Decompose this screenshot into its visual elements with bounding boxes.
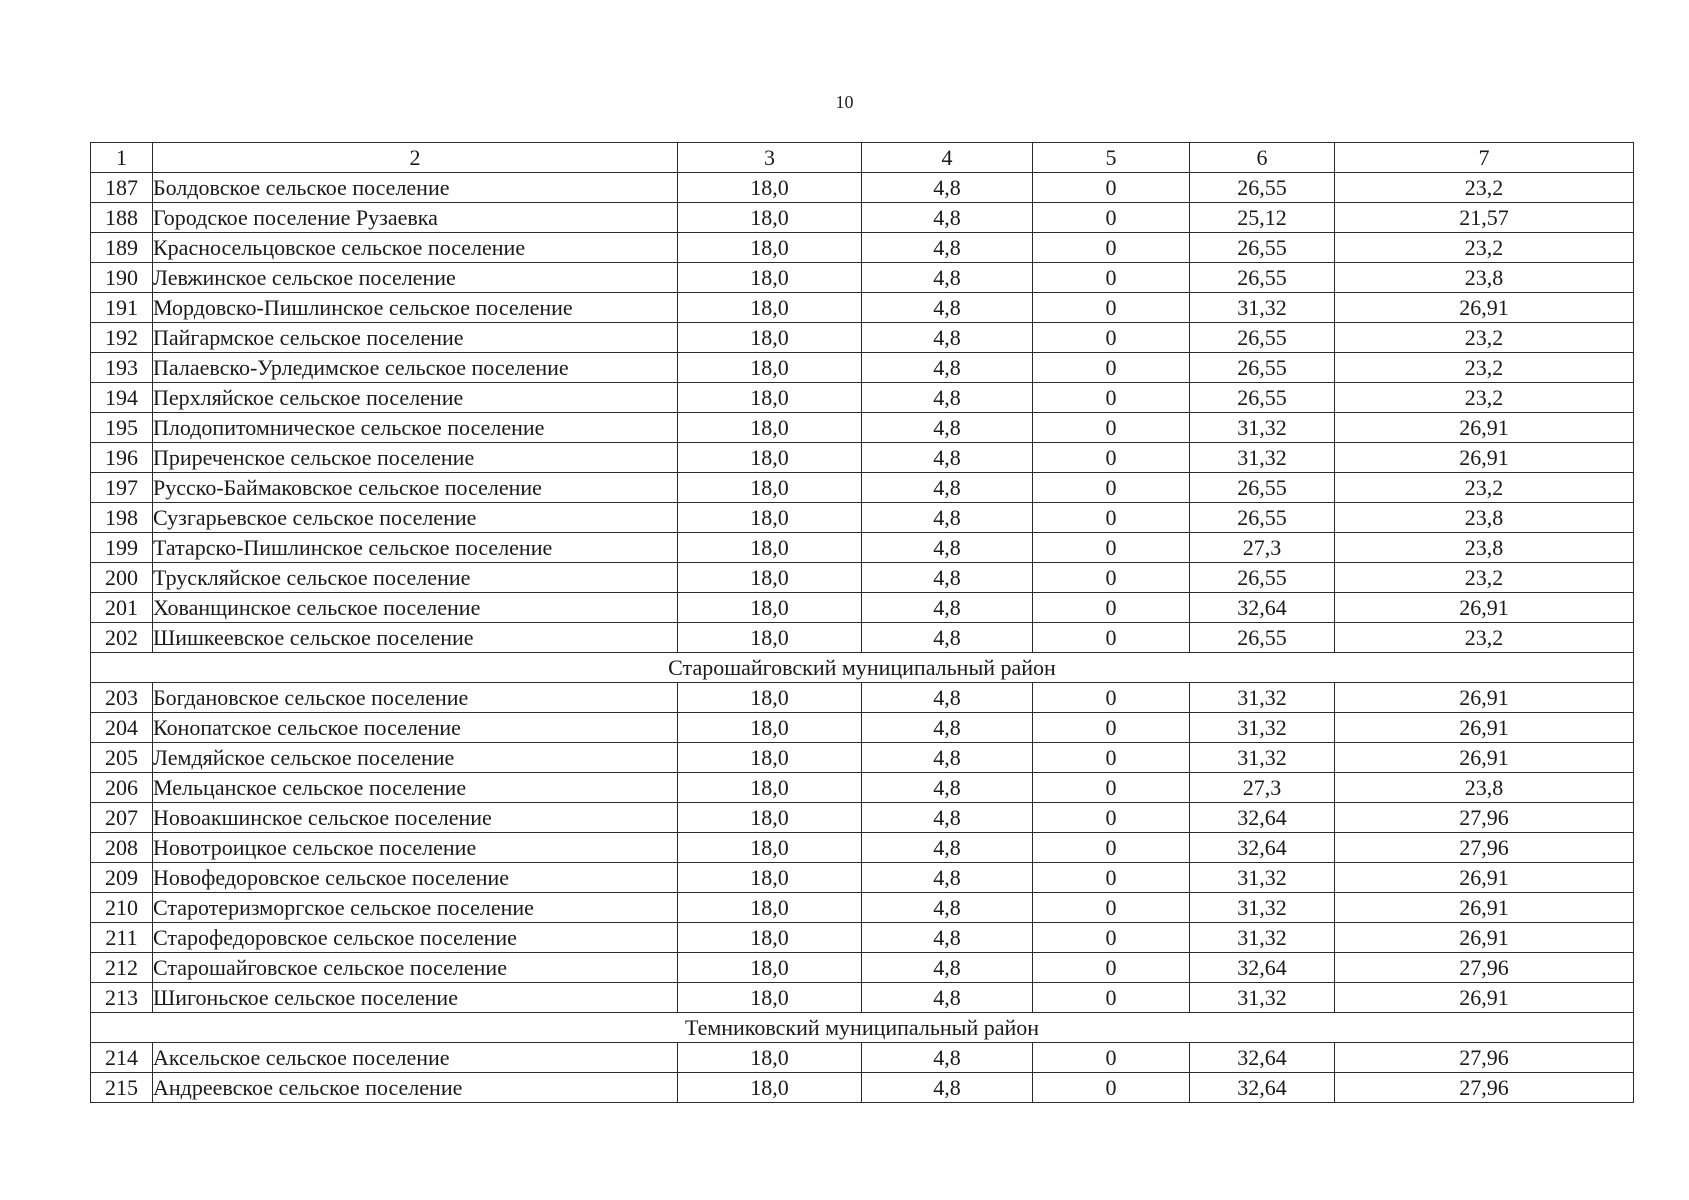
- row-number-cell: 201: [91, 593, 153, 623]
- col6-value-cell: 26,55: [1190, 233, 1335, 263]
- col4-value-cell: 4,8: [862, 323, 1033, 353]
- row-number-cell: 188: [91, 203, 153, 233]
- row-number-cell: 205: [91, 743, 153, 773]
- col7-value-cell: 26,91: [1335, 863, 1634, 893]
- row-number-cell: 206: [91, 773, 153, 803]
- col5-value-cell: 0: [1033, 533, 1190, 563]
- col6-value-cell: 31,32: [1190, 413, 1335, 443]
- row-number-cell: 196: [91, 443, 153, 473]
- table-body: [91, 143, 1634, 1103]
- col6-value-cell: 26,55: [1190, 263, 1335, 293]
- table-row: [91, 743, 1634, 773]
- col4-value-cell: 4,8: [862, 833, 1033, 863]
- table-row: [91, 173, 1634, 203]
- col6-value-cell: 32,64: [1190, 1073, 1335, 1103]
- col7-value-cell: 27,96: [1335, 833, 1634, 863]
- data-table: [90, 142, 1634, 1103]
- col3-value-cell: 18,0: [678, 503, 862, 533]
- col3-value-cell: 18,0: [678, 203, 862, 233]
- settlement-name-cell: Новотроицкое сельское поселение: [153, 833, 678, 863]
- col5-value-cell: 0: [1033, 443, 1190, 473]
- col6-value-cell: 31,32: [1190, 683, 1335, 713]
- col5-value-cell: 0: [1033, 893, 1190, 923]
- col7-value-cell: 26,91: [1335, 923, 1634, 953]
- row-number-cell: 215: [91, 1073, 153, 1103]
- row-number-cell: 204: [91, 713, 153, 743]
- col5-value-cell: 0: [1033, 863, 1190, 893]
- col5-value-cell: 0: [1033, 503, 1190, 533]
- col6-value-cell: 31,32: [1190, 713, 1335, 743]
- row-number-cell: 213: [91, 983, 153, 1013]
- district-heading-row: [91, 1013, 1634, 1043]
- col3-value-cell: 18,0: [678, 863, 862, 893]
- col6-value-cell: 31,32: [1190, 293, 1335, 323]
- col7-value-cell: 26,91: [1335, 983, 1634, 1013]
- col7-value-cell: 26,91: [1335, 593, 1634, 623]
- row-number-cell: 211: [91, 923, 153, 953]
- col7-value-cell: 23,2: [1335, 323, 1634, 353]
- col6-value-cell: 32,64: [1190, 803, 1335, 833]
- settlement-name-cell: Хованщинское сельское поселение: [153, 593, 678, 623]
- row-number-cell: 193: [91, 353, 153, 383]
- row-number-cell: 208: [91, 833, 153, 863]
- settlement-name-cell: Конопатское сельское поселение: [153, 713, 678, 743]
- row-number-cell: 199: [91, 533, 153, 563]
- col6-value-cell: 26,55: [1190, 353, 1335, 383]
- settlement-name-cell: Старошайговское сельское поселение: [153, 953, 678, 983]
- table-row: [91, 233, 1634, 263]
- row-number-cell: 195: [91, 413, 153, 443]
- column-number-header: 4: [862, 143, 1033, 173]
- col3-value-cell: 18,0: [678, 923, 862, 953]
- col6-value-cell: 31,32: [1190, 893, 1335, 923]
- col7-value-cell: 23,8: [1335, 503, 1634, 533]
- row-number-cell: 189: [91, 233, 153, 263]
- col3-value-cell: 18,0: [678, 1043, 862, 1073]
- table-row: [91, 293, 1634, 323]
- settlement-name-cell: Мельцанское сельское поселение: [153, 773, 678, 803]
- col5-value-cell: 0: [1033, 233, 1190, 263]
- table-row: [91, 893, 1634, 923]
- col7-value-cell: 26,91: [1335, 683, 1634, 713]
- settlement-name-cell: Новофедоровское сельское поселение: [153, 863, 678, 893]
- column-number-header: 1: [91, 143, 153, 173]
- table-row: [91, 383, 1634, 413]
- col4-value-cell: 4,8: [862, 773, 1033, 803]
- settlement-name-cell: Приреченское сельское поселение: [153, 443, 678, 473]
- col4-value-cell: 4,8: [862, 683, 1033, 713]
- col3-value-cell: 18,0: [678, 683, 862, 713]
- col7-value-cell: 23,2: [1335, 563, 1634, 593]
- settlement-name-cell: Городское поселение Рузаевка: [153, 203, 678, 233]
- settlement-name-cell: Старофедоровское сельское поселение: [153, 923, 678, 953]
- col6-value-cell: 31,32: [1190, 863, 1335, 893]
- col4-value-cell: 4,8: [862, 263, 1033, 293]
- col4-value-cell: 4,8: [862, 383, 1033, 413]
- col5-value-cell: 0: [1033, 743, 1190, 773]
- col5-value-cell: 0: [1033, 803, 1190, 833]
- row-number-cell: 191: [91, 293, 153, 323]
- table-row: [91, 983, 1634, 1013]
- row-number-cell: 200: [91, 563, 153, 593]
- col6-value-cell: 26,55: [1190, 323, 1335, 353]
- col5-value-cell: 0: [1033, 473, 1190, 503]
- col3-value-cell: 18,0: [678, 443, 862, 473]
- col5-value-cell: 0: [1033, 1073, 1190, 1103]
- col5-value-cell: 0: [1033, 833, 1190, 863]
- table-row: [91, 683, 1634, 713]
- row-number-cell: 214: [91, 1043, 153, 1073]
- col3-value-cell: 18,0: [678, 743, 862, 773]
- col3-value-cell: 18,0: [678, 173, 862, 203]
- col7-value-cell: 23,8: [1335, 773, 1634, 803]
- col3-value-cell: 18,0: [678, 593, 862, 623]
- table-row: [91, 1043, 1634, 1073]
- col5-value-cell: 0: [1033, 383, 1190, 413]
- col5-value-cell: 0: [1033, 983, 1190, 1013]
- col3-value-cell: 18,0: [678, 983, 862, 1013]
- col3-value-cell: 18,0: [678, 563, 862, 593]
- row-number-cell: 192: [91, 323, 153, 353]
- table-row: [91, 503, 1634, 533]
- table-row: [91, 443, 1634, 473]
- col6-value-cell: 26,55: [1190, 173, 1335, 203]
- table-row: [91, 773, 1634, 803]
- table-row: [91, 713, 1634, 743]
- col6-value-cell: 26,55: [1190, 473, 1335, 503]
- col5-value-cell: 0: [1033, 593, 1190, 623]
- settlement-name-cell: Сузгарьевское сельское поселение: [153, 503, 678, 533]
- col7-value-cell: 21,57: [1335, 203, 1634, 233]
- table-row: [91, 863, 1634, 893]
- col5-value-cell: 0: [1033, 263, 1190, 293]
- table-row: [91, 923, 1634, 953]
- col3-value-cell: 18,0: [678, 293, 862, 323]
- col3-value-cell: 18,0: [678, 893, 862, 923]
- table-row: [91, 263, 1634, 293]
- col7-value-cell: 23,2: [1335, 383, 1634, 413]
- col5-value-cell: 0: [1033, 623, 1190, 653]
- col4-value-cell: 4,8: [862, 293, 1033, 323]
- col7-value-cell: 27,96: [1335, 1043, 1634, 1073]
- col4-value-cell: 4,8: [862, 443, 1033, 473]
- col4-value-cell: 4,8: [862, 803, 1033, 833]
- col7-value-cell: 23,2: [1335, 173, 1634, 203]
- col4-value-cell: 4,8: [862, 173, 1033, 203]
- col7-value-cell: 27,96: [1335, 803, 1634, 833]
- settlement-name-cell: Мордовско-Пишлинское сельское поселение: [153, 293, 678, 323]
- col3-value-cell: 18,0: [678, 833, 862, 863]
- district-title: Темниковский муниципальный район: [91, 1013, 1634, 1043]
- col7-value-cell: 27,96: [1335, 953, 1634, 983]
- settlement-name-cell: Шигоньское сельское поселение: [153, 983, 678, 1013]
- col7-value-cell: 23,2: [1335, 473, 1634, 503]
- col4-value-cell: 4,8: [862, 893, 1033, 923]
- col7-value-cell: 23,2: [1335, 353, 1634, 383]
- table-row: [91, 353, 1634, 383]
- table-row: [91, 413, 1634, 443]
- col6-value-cell: 25,12: [1190, 203, 1335, 233]
- col4-value-cell: 4,8: [862, 953, 1033, 983]
- col5-value-cell: 0: [1033, 713, 1190, 743]
- col4-value-cell: 4,8: [862, 743, 1033, 773]
- row-number-cell: 202: [91, 623, 153, 653]
- col5-value-cell: 0: [1033, 293, 1190, 323]
- col6-value-cell: 26,55: [1190, 623, 1335, 653]
- col4-value-cell: 4,8: [862, 563, 1033, 593]
- col4-value-cell: 4,8: [862, 233, 1033, 263]
- row-number-cell: 212: [91, 953, 153, 983]
- col6-value-cell: 32,64: [1190, 953, 1335, 983]
- row-number-cell: 197: [91, 473, 153, 503]
- table-row: [91, 623, 1634, 653]
- col4-value-cell: 4,8: [862, 473, 1033, 503]
- col4-value-cell: 4,8: [862, 713, 1033, 743]
- col6-value-cell: 31,32: [1190, 923, 1335, 953]
- column-number-header: 2: [153, 143, 678, 173]
- col5-value-cell: 0: [1033, 1043, 1190, 1073]
- col6-value-cell: 26,55: [1190, 563, 1335, 593]
- col6-value-cell: 31,32: [1190, 443, 1335, 473]
- col4-value-cell: 4,8: [862, 983, 1033, 1013]
- settlement-name-cell: Красносельцовское сельское поселение: [153, 233, 678, 263]
- col6-value-cell: 27,3: [1190, 773, 1335, 803]
- col7-value-cell: 26,91: [1335, 293, 1634, 323]
- table-row: [91, 533, 1634, 563]
- col5-value-cell: 0: [1033, 353, 1190, 383]
- col3-value-cell: 18,0: [678, 323, 862, 353]
- col3-value-cell: 18,0: [678, 533, 862, 563]
- col6-value-cell: 32,64: [1190, 833, 1335, 863]
- col6-value-cell: 26,55: [1190, 383, 1335, 413]
- table-row: [91, 563, 1634, 593]
- col4-value-cell: 4,8: [862, 1043, 1033, 1073]
- row-number-cell: 209: [91, 863, 153, 893]
- settlement-name-cell: Палаевско-Урледимское сельское поселение: [153, 353, 678, 383]
- row-number-cell: 190: [91, 263, 153, 293]
- col4-value-cell: 4,8: [862, 503, 1033, 533]
- col4-value-cell: 4,8: [862, 353, 1033, 383]
- settlement-name-cell: Болдовское сельское поселение: [153, 173, 678, 203]
- col5-value-cell: 0: [1033, 923, 1190, 953]
- col4-value-cell: 4,8: [862, 1073, 1033, 1103]
- settlement-name-cell: Плодопитомническое сельское поселение: [153, 413, 678, 443]
- table-row: [91, 1073, 1634, 1103]
- col3-value-cell: 18,0: [678, 413, 862, 443]
- district-heading-row: [91, 653, 1634, 683]
- col7-value-cell: 23,8: [1335, 533, 1634, 563]
- table-row: [91, 473, 1634, 503]
- col3-value-cell: 18,0: [678, 473, 862, 503]
- col7-value-cell: 23,8: [1335, 263, 1634, 293]
- col3-value-cell: 18,0: [678, 1073, 862, 1103]
- settlement-name-cell: Старотеризморгское сельское поселение: [153, 893, 678, 923]
- col6-value-cell: 32,64: [1190, 593, 1335, 623]
- table-row: [91, 203, 1634, 233]
- settlement-name-cell: Андреевское сельское поселение: [153, 1073, 678, 1103]
- col3-value-cell: 18,0: [678, 353, 862, 383]
- row-number-cell: 210: [91, 893, 153, 923]
- col5-value-cell: 0: [1033, 953, 1190, 983]
- settlement-name-cell: Лемдяйское сельское поселение: [153, 743, 678, 773]
- col7-value-cell: 26,91: [1335, 443, 1634, 473]
- row-number-cell: 203: [91, 683, 153, 713]
- row-number-cell: 187: [91, 173, 153, 203]
- settlement-name-cell: Шишкеевское сельское поселение: [153, 623, 678, 653]
- table-row: [91, 833, 1634, 863]
- col7-value-cell: 26,91: [1335, 893, 1634, 923]
- col4-value-cell: 4,8: [862, 413, 1033, 443]
- column-number-header: 6: [1190, 143, 1335, 173]
- col3-value-cell: 18,0: [678, 773, 862, 803]
- settlement-name-cell: Трускляйское сельское поселение: [153, 563, 678, 593]
- page-number: 10: [835, 92, 854, 112]
- col7-value-cell: 26,91: [1335, 413, 1634, 443]
- district-title: Старошайговский муниципальный район: [91, 653, 1634, 683]
- col5-value-cell: 0: [1033, 173, 1190, 203]
- settlement-name-cell: Татарско-Пишлинское сельское поселение: [153, 533, 678, 563]
- col5-value-cell: 0: [1033, 563, 1190, 593]
- col4-value-cell: 4,8: [862, 533, 1033, 563]
- settlement-name-cell: Русско-Баймаковское сельское поселение: [153, 473, 678, 503]
- col4-value-cell: 4,8: [862, 923, 1033, 953]
- settlement-name-cell: Богдановское сельское поселение: [153, 683, 678, 713]
- col6-value-cell: 31,32: [1190, 743, 1335, 773]
- col7-value-cell: 23,2: [1335, 233, 1634, 263]
- col7-value-cell: 23,2: [1335, 623, 1634, 653]
- settlement-name-cell: Аксельское сельское поселение: [153, 1043, 678, 1073]
- col4-value-cell: 4,8: [862, 203, 1033, 233]
- settlement-name-cell: Перхляйское сельское поселение: [153, 383, 678, 413]
- col6-value-cell: 26,55: [1190, 503, 1335, 533]
- settlement-name-cell: Новоакшинское сельское поселение: [153, 803, 678, 833]
- col5-value-cell: 0: [1033, 773, 1190, 803]
- col7-value-cell: 26,91: [1335, 743, 1634, 773]
- col3-value-cell: 18,0: [678, 803, 862, 833]
- settlement-name-cell: Пайгармское сельское поселение: [153, 323, 678, 353]
- table-row: [91, 953, 1634, 983]
- col3-value-cell: 18,0: [678, 713, 862, 743]
- table-row: [91, 593, 1634, 623]
- column-number-header: 7: [1335, 143, 1634, 173]
- row-number-cell: 198: [91, 503, 153, 533]
- col5-value-cell: 0: [1033, 203, 1190, 233]
- row-number-cell: 207: [91, 803, 153, 833]
- col3-value-cell: 18,0: [678, 383, 862, 413]
- col7-value-cell: 26,91: [1335, 713, 1634, 743]
- col6-value-cell: 27,3: [1190, 533, 1335, 563]
- col4-value-cell: 4,8: [862, 863, 1033, 893]
- col3-value-cell: 18,0: [678, 233, 862, 263]
- table-row: [91, 803, 1634, 833]
- col7-value-cell: 27,96: [1335, 1073, 1634, 1103]
- column-number-header: 3: [678, 143, 862, 173]
- col6-value-cell: 32,64: [1190, 1043, 1335, 1073]
- col5-value-cell: 0: [1033, 413, 1190, 443]
- row-number-cell: 194: [91, 383, 153, 413]
- col3-value-cell: 18,0: [678, 953, 862, 983]
- col5-value-cell: 0: [1033, 323, 1190, 353]
- col4-value-cell: 4,8: [862, 623, 1033, 653]
- col6-value-cell: 31,32: [1190, 983, 1335, 1013]
- col4-value-cell: 4,8: [862, 593, 1033, 623]
- col5-value-cell: 0: [1033, 683, 1190, 713]
- col3-value-cell: 18,0: [678, 263, 862, 293]
- col3-value-cell: 18,0: [678, 623, 862, 653]
- settlement-name-cell: Левжинское сельское поселение: [153, 263, 678, 293]
- table-row: [91, 323, 1634, 353]
- table-header-row: [91, 143, 1634, 173]
- column-number-header: 5: [1033, 143, 1190, 173]
